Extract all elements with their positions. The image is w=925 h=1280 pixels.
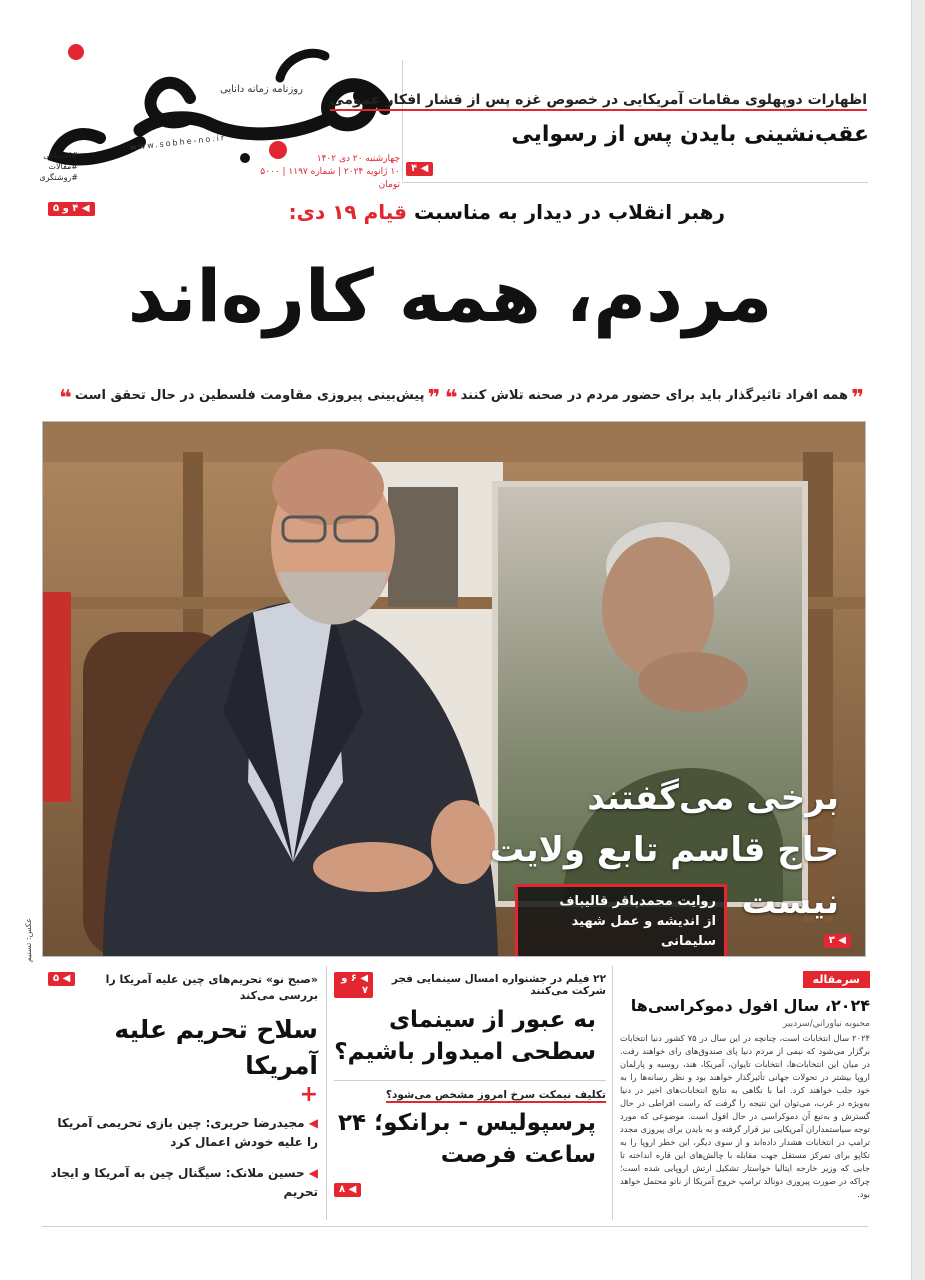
editorial-badge: سرمقاله bbox=[803, 971, 870, 988]
page-edge bbox=[911, 0, 925, 1280]
china-bullet: ◀ حسین ملانک: سیگنال چین به آمریکا و ایجاد تحریم bbox=[50, 1166, 318, 1199]
editorial-body: ۲۰۲۴ سال انتخابات است، چنانچه در این سال در ۷۵ کشور دنیا انتخابات برگزار می‌شود که نیمی از مردم دنیا پای صندوق‌های رای خواهند رفت. در میان این انتخابات‌ها، انتخابات تایوان، آمریکا، هند، روسیه و پارلمان اروپا بیشتر در تحولات جهانی تأثیرگذار خواهند بود و نظر رسانه‌ها را به خود جلب خواهند کرد. اما با نگاهی به نتایج انتخابات‌های اخیر در دنیا به‌ویژه در غرب، می‌توان این نتیجه را گرفت که راست افراطی در حال گسترش و به‌تبع آن دموکراسی در حال افول است. موضوعی که مورد توجه سیاستمداران آمریکایی نیز قرار گرفته و به بایدن برای پیروزی مجدد ترامپ در انتخابات هشدار داده‌اند و از سوی دیگر، این خطر اروپا را به تکاپو برای تمرکز مستقل جهت مقابله با چالش‌های این قاره انداخته تا جایی که وزیر خارجه ایتالیا خواستار تشکیل ارتش اروپایی شده است؛ چراکه در صورت پیروزی دونالد ترامپ خروج آمریکا از ناتو محتمل خواهد بود. bbox=[620, 1033, 870, 1199]
top-story-headline: عقب‌نشینی بایدن پس از رسوایی bbox=[511, 122, 869, 147]
overlay-line: حاج قاسم تابع ولایت bbox=[489, 830, 839, 870]
cinema-headline: به عبور از سینمای سطحی امیدوار باشیم؟ bbox=[334, 1007, 596, 1065]
plus-icon: + bbox=[299, 1082, 318, 1107]
main-headline: مردم، همه کاره‌اند bbox=[127, 254, 773, 338]
section-tag: #اجتماعی bbox=[43, 151, 78, 160]
top-story-kicker: اظهارات دوپهلوی مقامات آمریکایی در خصوص غزه پس از فشار افکار عمومی bbox=[330, 92, 867, 111]
subhead-left: ❞پیش‌بینی پیروزی مقاومت فلسطین در حال تحقق است❝ bbox=[59, 386, 441, 411]
dateline bbox=[238, 153, 400, 192]
editorial-column bbox=[620, 968, 870, 1201]
china-kicker: «صبح نو» تحریم‌های چین علیه آمریکا را بررسی می‌کند bbox=[105, 973, 318, 1002]
section-tag: #روشنگری bbox=[39, 173, 78, 182]
kicker-highlight: قیام ۱۹ دی: bbox=[288, 200, 408, 224]
photo-story-page-ref: ◀ ۳ bbox=[824, 928, 851, 948]
quote-close-icon: ❝ bbox=[444, 386, 458, 411]
photo-credit: عکس: تسنیم bbox=[24, 918, 33, 963]
issue-details: ۱۰ ژانویه ۲۰۲۴ | شماره ۱۱۹۷ | ۵۰۰۰ تومان bbox=[260, 167, 400, 190]
website-url: www.sobhe-no.ir bbox=[129, 132, 227, 153]
subhead-right: ❞همه افراد تاثیرگذار باید برای حضور مردم در صحنه تلاش کنند❝ bbox=[444, 386, 864, 411]
caption-line: از اندیشه و عمل شهید سلیمانی bbox=[571, 914, 716, 949]
date-persian: چهارشنبه ۲۰ دی ۱۴۰۲ bbox=[316, 154, 400, 164]
china-bullet: ◀ مجیدرضا حریری: چین بازی تحریمی آمریکا را علیه خودش اعمال کرد bbox=[57, 1116, 318, 1149]
section-tag: #مقالات bbox=[48, 162, 78, 171]
sport-page-ref: ◀ ۸ bbox=[334, 1183, 361, 1197]
section-tags bbox=[39, 150, 78, 183]
main-story-kicker bbox=[289, 200, 725, 224]
middle-column bbox=[334, 972, 606, 1197]
china-headline: سلاح تحریم علیه آمریکا bbox=[114, 1015, 318, 1080]
tagline: روزنامه زمانه دانایی bbox=[220, 84, 303, 95]
quote-open-icon: ❞ bbox=[851, 386, 864, 411]
china-page-ref: ◀ ۵ bbox=[48, 972, 75, 986]
sport-kicker: تکلیف نیمکت سرخ امروز مشخص می‌شود؟ bbox=[385, 1089, 606, 1101]
cinema-kicker: ۲۲ فیلم در جشنواره امسال سینمایی فجر شرکت می‌کنند bbox=[391, 973, 606, 997]
photo-caption-box bbox=[515, 884, 727, 957]
main-story-page-ref: ◀ ۴ و ۵ bbox=[48, 196, 95, 216]
quote-open-icon: ❞ bbox=[427, 386, 441, 411]
overlay-line: نیست bbox=[741, 882, 839, 922]
editorial-title: ۲۰۲۴، سال افول دموکراسی‌ها bbox=[630, 996, 870, 1015]
top-story-page-ref: ◀ ۴ bbox=[406, 156, 433, 176]
quote-close-icon: ❝ bbox=[59, 386, 72, 411]
caption-line: روایت محمدباقر قالیباف bbox=[559, 894, 716, 909]
editorial-author: محبوبه نیاوراني/سردبير bbox=[782, 1019, 870, 1029]
left-column bbox=[48, 972, 318, 1202]
kicker-text: رهبر انقلاب در دیدار به مناسبت bbox=[413, 200, 725, 224]
cinema-page-ref: ◀ ۶ و ۷ bbox=[334, 972, 373, 998]
lead-photo bbox=[42, 421, 866, 957]
sport-headline: پرسپولیس - برانکو؛ ۲۴ ساعت فرصت bbox=[337, 1110, 596, 1168]
overlay-line: برخی می‌گفتند bbox=[587, 778, 839, 818]
